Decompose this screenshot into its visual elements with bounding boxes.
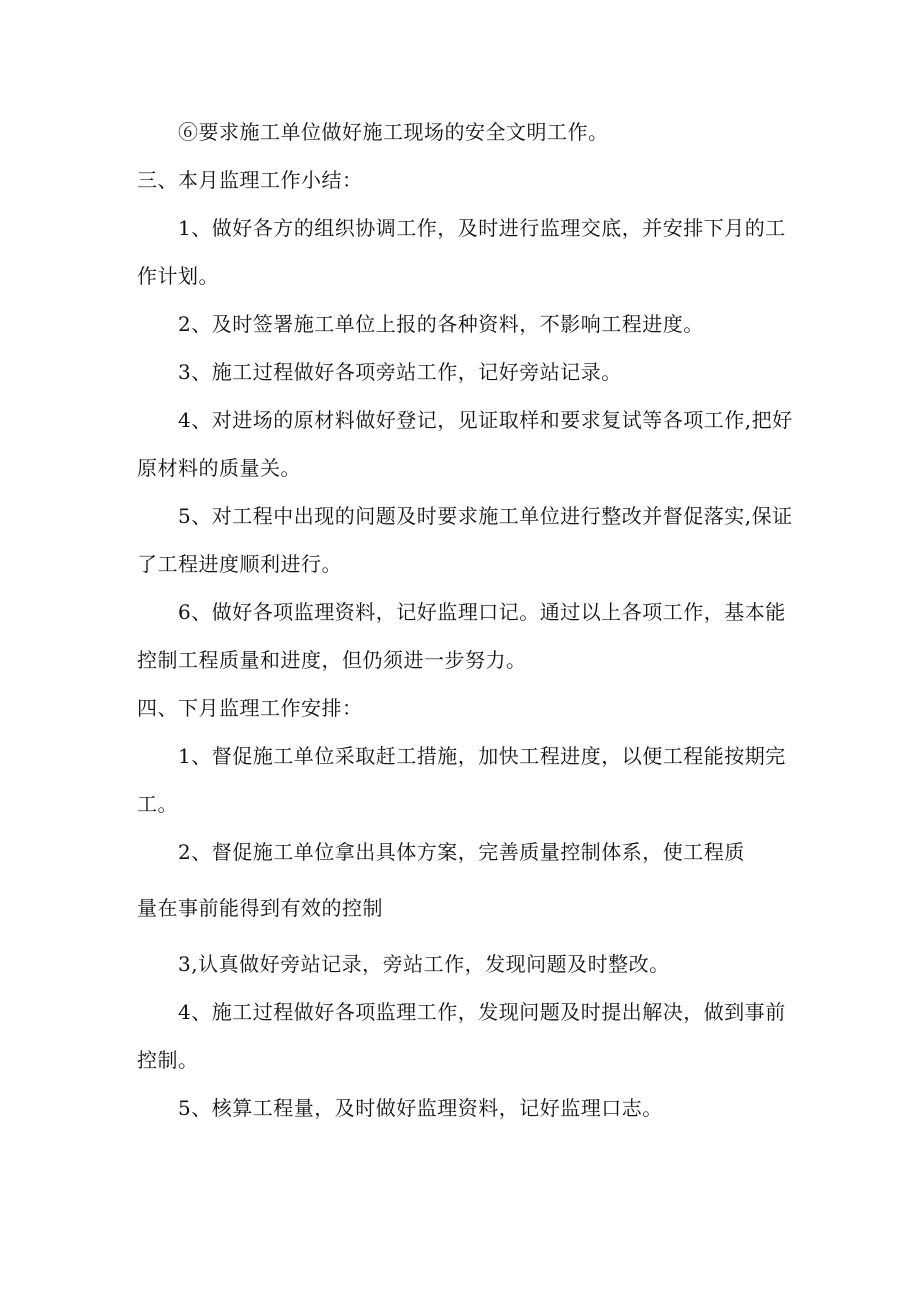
text-line: 6、做好各项监理资料，记好监理口记。通过以上各项工作，基本能 bbox=[178, 600, 786, 624]
text-line: 量在事前能得到有效的控制 bbox=[137, 896, 383, 920]
text-line: 2、督促施工单位拿出具体方案，完善质量控制体系，使工程质 bbox=[178, 840, 745, 864]
text-line: 原材料的质量关。 bbox=[137, 456, 301, 480]
text-line: 控制。 bbox=[137, 1048, 199, 1072]
text-line: 5、对工程中出现的问题及时要求施工单位进行整改并督促落实,保证 bbox=[178, 504, 793, 528]
text-line: 3、施工过程做好各项旁站工作，记好旁站记录。 bbox=[178, 360, 622, 384]
text-line: 5、核算工程量，及时做好监理资料，记好监理口志。 bbox=[178, 1096, 663, 1120]
text-line: 了工程进度顺利进行。 bbox=[137, 552, 342, 576]
text-line: 4、施工过程做好各项监理工作，发现问题及时提出解决，做到事前 bbox=[178, 1000, 786, 1024]
text-line: 1、督促施工单位采取赶工措施，加快工程进度，以便工程能按期完 bbox=[178, 744, 786, 768]
text-line: ⑥要求施工单位做好施工现场的安全文明工作。 bbox=[178, 120, 609, 144]
section-heading: 四、下月监理工作安排： bbox=[137, 696, 363, 720]
text-line: 工。 bbox=[137, 792, 178, 816]
text-line: 控制工程质量和进度，但仍须进一步努力。 bbox=[137, 648, 527, 672]
text-line: 4、对进场的原材料做好登记，见证取样和要求复试等各项工作,把好 bbox=[178, 408, 793, 432]
text-line: 1、做好各方的组织协调工作，及时进行监理交底，并安排下月的工 bbox=[178, 216, 786, 240]
text-line: 2、及时签署施工单位上报的各种资料，不影响工程进度。 bbox=[178, 312, 704, 336]
section-heading: 三、本月监理工作小结： bbox=[137, 168, 363, 192]
text-line: 3,认真做好旁站记录，旁站工作，发现问题及时整改。 bbox=[178, 952, 670, 976]
text-line: 作计划。 bbox=[137, 264, 219, 288]
